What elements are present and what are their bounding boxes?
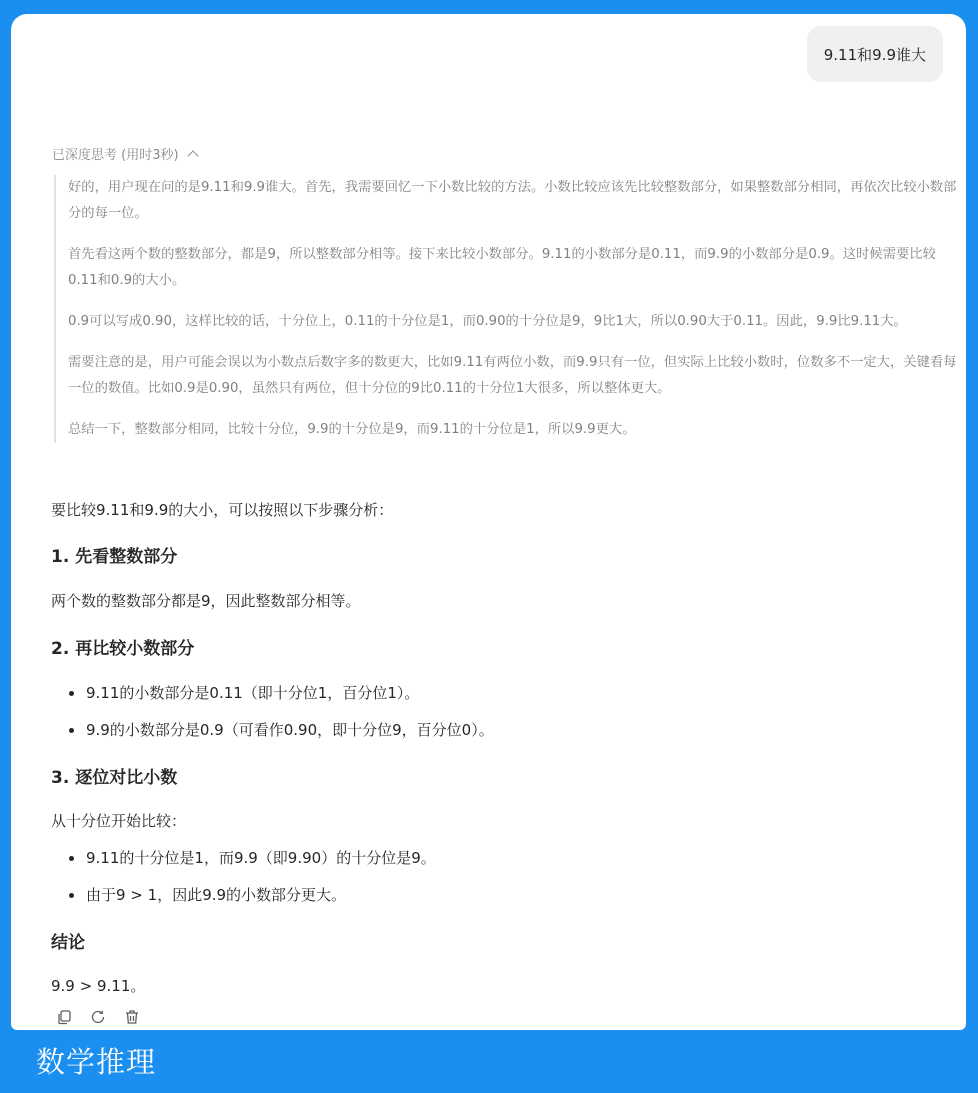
delete-button[interactable] [123, 1008, 141, 1026]
chat-panel [11, 14, 966, 1030]
list-item: 9.11的小数部分是0.11（即十分位1，百分位1）。 [51, 679, 941, 707]
user-message-bubble [807, 26, 943, 82]
conclusion-text: 9.9 > 9.11。 [51, 977, 146, 995]
thinking-paragraph: 首先看这两个数的整数部分，都是9，所以整数部分相等。接下来比较小数部分。9.11的小数部分是0.11，而9.9的小数部分是0.9。这时候需要比较0.11和0.9的大小。 [68, 247, 936, 288]
thinking-content [54, 175, 958, 443]
trash-icon [124, 1009, 140, 1025]
section-text: 从十分位开始比较： [51, 812, 187, 830]
thinking-paragraph: 总结一下，整数部分相同，比较十分位，9.9的十分位是9，而9.11的十分位是1，所以9.9更大。 [68, 422, 636, 437]
bullet-list [51, 679, 941, 744]
section-heading: 3. 逐位对比小数 [51, 768, 178, 788]
user-message-text: 9.11和9.9谁大 [823, 45, 926, 64]
thinking-toggle[interactable] [52, 144, 197, 163]
copy-button[interactable] [55, 1008, 73, 1026]
list-item: 9.9的小数部分是0.9（可看作0.90，即十分位9，百分位0）。 [51, 716, 941, 744]
chevron-up-icon [187, 150, 198, 161]
list-item: 由于9 > 1，因此9.9的小数部分更大。 [51, 881, 941, 909]
answer-intro: 要比较9.11和9.9的大小，可以按照以下步骤分析： [51, 501, 394, 519]
section-heading: 结论 [51, 933, 85, 953]
assistant-answer [51, 496, 941, 1000]
thinking-paragraph: 需要注意的是，用户可能会误以为小数点后数字多的数更大，比如9.11有两位小数，而9.9只有一位，但实际上比较小数时，位数多不一定大，关键看每一位的数值。比如0.9是0.90，虽然只有两位，但十分位的9比0.11的十分位1大很多，所以整体更大。 [68, 355, 957, 396]
footer-title: 数学推理 [36, 1045, 157, 1079]
section-text: 两个数的整数部分都是9，因此整数部分相等。 [51, 592, 361, 610]
refresh-icon [90, 1009, 106, 1025]
bullet-list [51, 844, 941, 909]
thinking-paragraph: 0.9可以写成0.90，这样比较的话，十分位上，0.11的十分位是1，而0.90的十分位是9，9比1大，所以0.90大于0.11。因此，9.9比9.11大。 [68, 314, 907, 329]
regenerate-button[interactable] [89, 1008, 107, 1026]
section-heading: 1. 先看整数部分 [51, 547, 178, 567]
thinking-header-label: 已深度思考 (用时3秒) [52, 148, 179, 163]
list-item: 9.11的十分位是1，而9.9（即9.90）的十分位是9。 [51, 844, 941, 872]
section-heading: 2. 再比较小数部分 [51, 639, 195, 659]
copy-icon [56, 1009, 72, 1025]
thinking-paragraph: 好的，用户现在问的是9.11和9.9谁大。首先，我需要回忆一下小数比较的方法。小数比较应该先比较整数部分，如果整数部分相同，再依次比较小数部分的每一位。 [68, 180, 957, 221]
message-actions [55, 1008, 141, 1026]
